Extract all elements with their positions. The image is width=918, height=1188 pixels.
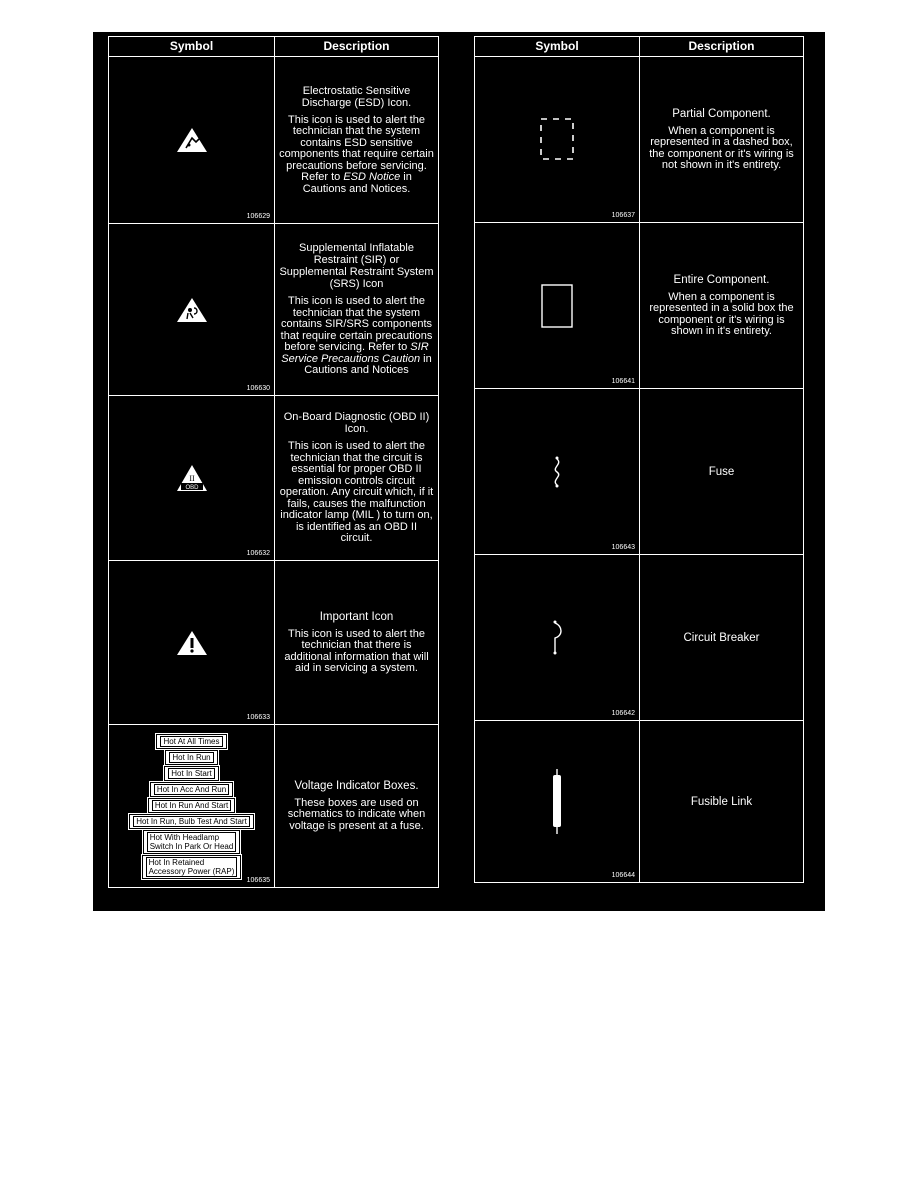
fusible-link-icon	[547, 767, 567, 837]
voltage-box: Hot In Run And Start	[149, 799, 234, 812]
symbol-cell	[475, 223, 640, 388]
symbol-column-header: Symbol	[475, 37, 640, 56]
row-body: When a component is represented in a solid box the component or it's wiring is shown in it's entirety.	[649, 290, 794, 337]
table-row-entire-component	[475, 223, 803, 389]
table-row-important	[109, 561, 438, 725]
row-body: This icon is used to alert the technician that there is additional information that will aid in servicing a system.	[284, 627, 429, 674]
figure-reference: 106629	[246, 213, 270, 220]
figure-reference: 106641	[611, 378, 635, 385]
symbol-reference-panel	[93, 32, 825, 911]
description-column-header: Description	[688, 39, 755, 53]
voltage-box: Hot At All Times	[157, 735, 225, 748]
symbol-cell	[475, 57, 640, 222]
row-title: Supplemental Inflatable Restraint (SIR) or Supplemental Restraint System (SRS) Icon	[279, 242, 434, 291]
description-cell	[275, 396, 438, 560]
right-symbol-table	[474, 36, 804, 883]
description-cell	[640, 721, 803, 882]
fuse-icon	[547, 452, 567, 492]
description-cell	[640, 57, 803, 222]
row-body: This icon is used to alert the technician that the circuit is essential for proper OBD II emission controls circuit operation. Any circuit which, if it fails, causes the malfunction indicator lamp (MIL ) to turn on, is identified as an OBD II circuit.	[279, 440, 434, 545]
row-title: Electrostatic Sensitive Discharge (ESD) Icon.	[301, 84, 412, 109]
figure-reference: 106644	[611, 872, 635, 879]
voltage-indicator-boxes	[109, 735, 274, 878]
right-table-header	[475, 37, 803, 57]
figure-reference: 106637	[611, 212, 635, 219]
symbol-cell	[109, 396, 275, 560]
symbol-cell	[109, 561, 275, 724]
table-row-partial-component	[475, 57, 803, 223]
description-column-header: Description	[323, 39, 390, 53]
table-row-obd	[109, 396, 438, 561]
row-title: Partial Component.	[672, 107, 771, 120]
symbol-cell	[109, 224, 275, 395]
row-title: Fusible Link	[690, 795, 753, 808]
table-row-circuit-breaker	[475, 555, 803, 721]
row-body: This icon is used to alert the technician that the system contains ESD sensitive components that require certain precautions before servicing. Refer to ESD Notice in Cautions and Notices.	[279, 113, 434, 195]
row-body: These boxes are used on schematics to indicate when voltage is present at a fuse.	[287, 796, 426, 832]
esd-icon	[175, 126, 209, 154]
svg-text:OBD: OBD	[184, 485, 199, 491]
symbol-cell	[475, 721, 640, 882]
voltage-box: Hot In Run	[166, 751, 216, 764]
figure-reference: 106642	[611, 710, 635, 717]
table-row-esd	[109, 57, 438, 224]
voltage-box: Hot In Run, Bulb Test And Start	[130, 815, 253, 828]
row-title: On-Board Diagnostic (OBD II) Icon.	[283, 411, 430, 436]
description-cell	[275, 725, 438, 887]
voltage-box: Hot In Start	[165, 767, 217, 780]
description-cell	[640, 555, 803, 720]
figure-reference: 106635	[246, 877, 270, 884]
figure-reference: 106643	[611, 544, 635, 551]
row-title: Fuse	[708, 465, 735, 478]
voltage-box: Hot In Retained Accessory Power (RAP)	[143, 856, 241, 878]
figure-reference: 106630	[246, 385, 270, 392]
svg-text:II: II	[188, 474, 195, 483]
row-body: When a component is represented in a dashed box, the component or it's wiring is not shown in it's entirety.	[649, 124, 794, 171]
sir-airbag-icon	[175, 296, 209, 324]
symbol-column-header: Symbol	[109, 37, 275, 56]
table-row-sir	[109, 224, 438, 396]
circuit-breaker-icon	[547, 616, 567, 660]
symbol-cell	[109, 725, 275, 887]
description-cell	[640, 389, 803, 554]
solid-box-icon	[537, 281, 577, 331]
row-body: This icon is used to alert the technician that the system contains SIR/SRS components that require certain precautions before servicing. Refer to SIR Service Precautions Caution in Cautions and Notices	[280, 295, 433, 377]
table-row-fusible-link	[475, 721, 803, 882]
table-row-fuse	[475, 389, 803, 555]
important-icon	[175, 629, 209, 657]
row-title: Entire Component.	[673, 273, 770, 286]
left-symbol-table	[108, 36, 439, 888]
dashed-box-icon	[537, 115, 577, 165]
symbol-cell	[475, 389, 640, 554]
voltage-box: Hot With Headlamp Switch In Park Or Head	[144, 831, 240, 853]
figure-reference: 106633	[246, 714, 270, 721]
description-cell	[640, 223, 803, 388]
row-title: Voltage Indicator Boxes.	[294, 779, 419, 792]
figure-reference: 106632	[246, 550, 270, 557]
obd-ii-icon	[175, 463, 209, 493]
symbol-cell	[475, 555, 640, 720]
voltage-box: Hot In Acc And Run	[151, 783, 232, 796]
symbol-cell	[109, 57, 275, 223]
row-title: Circuit Breaker	[683, 631, 760, 644]
description-cell	[275, 561, 438, 724]
left-table-header	[109, 37, 438, 57]
table-row-voltage-indicator	[109, 725, 438, 887]
description-cell	[275, 224, 438, 395]
row-title: Important Icon	[319, 610, 394, 623]
description-cell	[275, 57, 438, 223]
